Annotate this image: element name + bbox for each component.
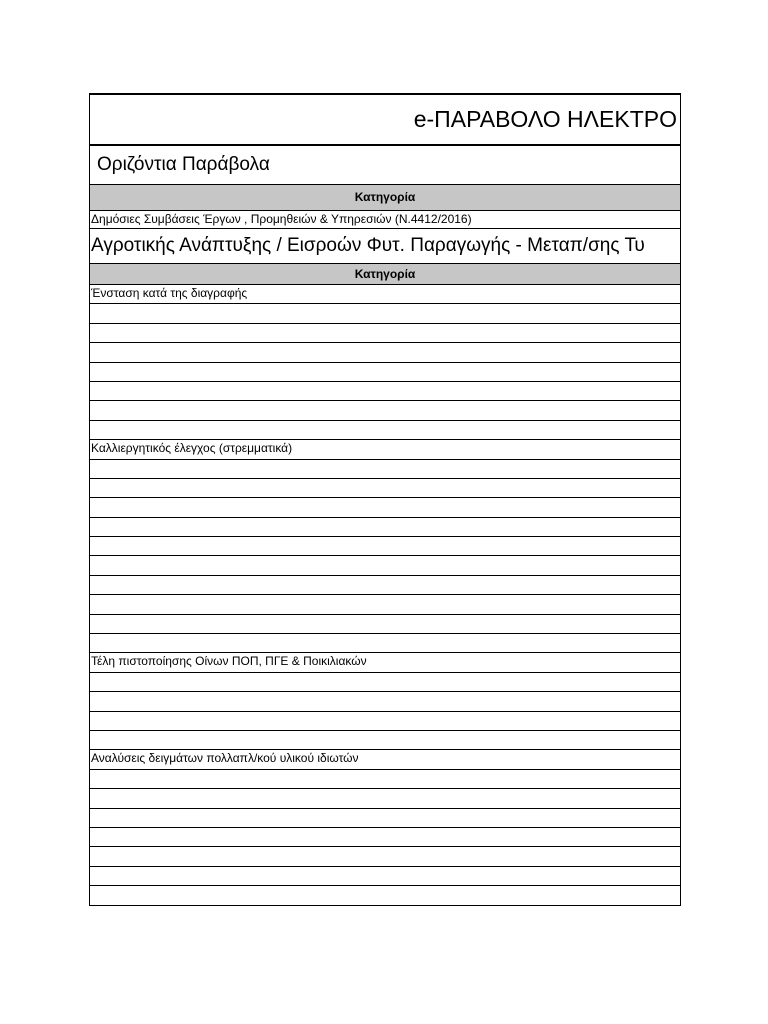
table2-row [90,324,680,343]
document-title: e-ΠΑΡΑΒΟΛΟ ΗΛΕΚΤΡΟ [90,95,680,146]
table2-row [90,615,680,634]
table2-row [90,479,680,498]
table2-row [90,363,680,382]
table2-row: Ένσταση κατά της διαγραφής [90,285,680,304]
table2-row: Καλλιεργητικός έλεγχος (στρεμματικά) [90,440,680,459]
table2-row [90,867,680,886]
table2-row [90,595,680,614]
table2-row [90,634,680,653]
table2-row [90,498,680,517]
table2-row [90,731,680,750]
table1-category-header: Κατηγορία [90,185,680,211]
table2-body [90,285,680,906]
table2-row [90,828,680,847]
table1-row: Δημόσιες Συμβάσεις Έργων , Προμηθειών & Υπηρεσιών (Ν.4412/2016) [90,211,680,229]
table2-row [90,809,680,828]
table2-row [90,343,680,362]
table2-row [90,886,680,905]
document-subtitle: Οριζόντια Παράβολα [90,146,680,185]
table2-row [90,847,680,866]
table2-row [90,537,680,556]
table2-row [90,673,680,692]
table2-row [90,556,680,575]
table2-row [90,460,680,479]
table2-row [90,712,680,731]
table2-row: Τέλη πιστοποίησης Οίνων ΠΟΠ, ΠΓΕ & Ποικιλιακών [90,653,680,672]
table2-row [90,789,680,808]
table2-category-header: Κατηγορία [90,264,680,285]
table2-row [90,770,680,789]
table2-row [90,518,680,537]
spreadsheet-page [89,93,681,906]
table2-row [90,382,680,401]
table2-row [90,576,680,595]
table2-row [90,421,680,440]
table2-row [90,304,680,323]
table2-row [90,692,680,711]
table2-row: Αναλύσεις δειγμάτων πολλαπλ/κού υλικού ιδιωτών [90,750,680,769]
table2-row [90,401,680,420]
section-title: Αγροτικής Ανάπτυξης / Εισροών Φυτ. Παραγωγής - Μεταπ/σης Τυ [90,229,680,264]
